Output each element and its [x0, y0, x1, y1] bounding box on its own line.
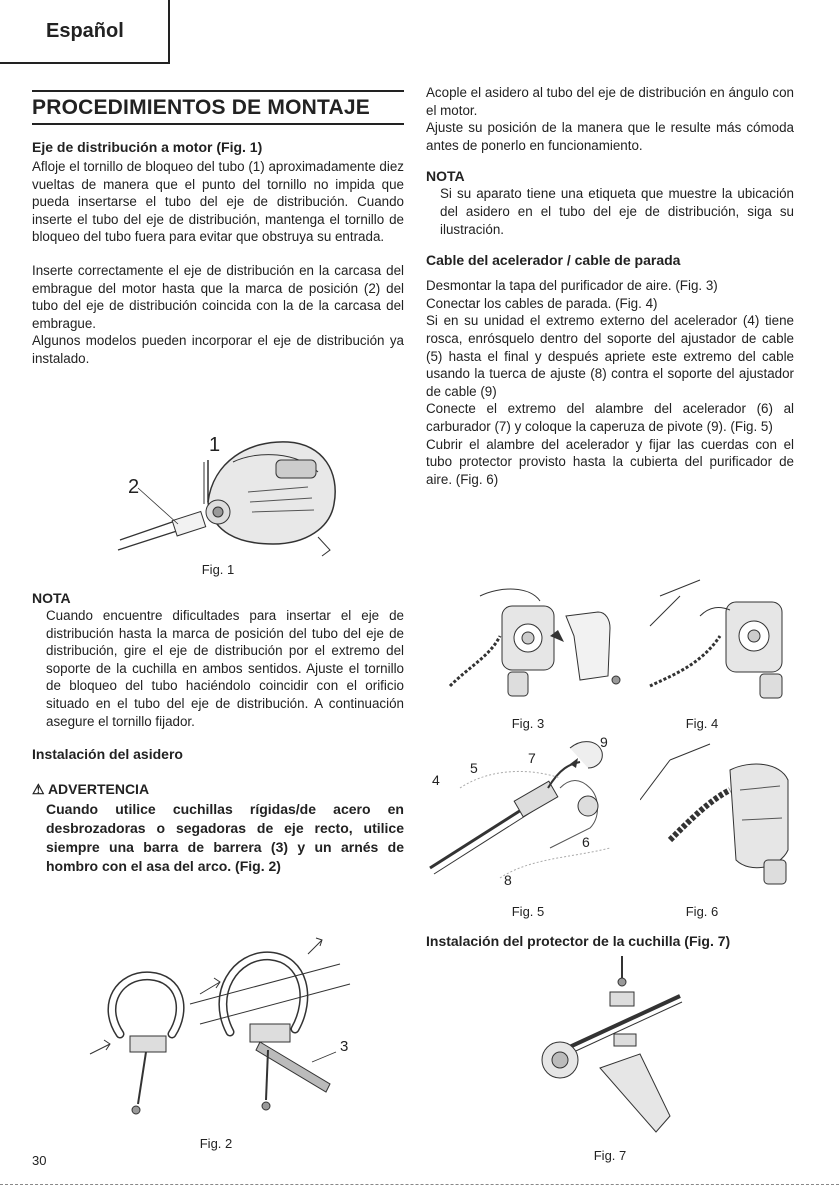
figure-2: [60, 924, 360, 1124]
paragraph: Conecte el extremo del alambre del acelerador (6) al carburador (7) y coloque la caperuza de pivote (9). (Fig. 5): [426, 401, 794, 434]
figure-4: [640, 576, 800, 706]
paragraph: Afloje el tornillo de bloqueo del tubo (1) aproximadamente diez vueltas de manera que el punto del tornillo no impida que pueda insertarse el tubo del eje de distribución. Cuando inserte el tubo del eje de distribución, mantenga el tornillo de bloqueo del tubo fuera para evitar que obstruya su entrada.: [32, 159, 404, 245]
callout-9: 9: [600, 734, 608, 750]
figure-6: [640, 740, 800, 890]
note-text: Si su aparato tiene una etiqueta que muestre la ubicación del asidero en el tubo del eje de distribución, siga su ilustración.: [440, 186, 794, 237]
callout-7: 7: [528, 750, 536, 766]
blade-guard-illustration: [530, 956, 710, 1146]
warning-label: ADVERTENCIA: [47, 781, 150, 798]
paragraph: Inserte correctamente el eje de distribución en la carcasa del embrague del motor hasta que la marca de posición (2) del tubo del eje de distribución coincida con la de la carcasa del embrague.: [32, 262, 404, 331]
callout-8: 8: [504, 872, 512, 888]
section-heading-blade-guard: Instalación del protector de la cuchilla (Fig. 7): [426, 933, 731, 949]
figure-4-caption: Fig. 4: [685, 716, 719, 731]
paragraph: Ajuste su posición de la manera que le resulte más cómoda antes de ponerlo en funcionamiento.: [426, 120, 794, 153]
engine-illustration: [108, 432, 348, 560]
language-label: Español: [46, 20, 124, 42]
note-text: Cuando encuentre dificultades para insertar el eje de distribución hasta la marca de posición del tubo del eje de distribución, gire el eje de distribución por el extremo del soporte de la cuchilla en ambos sentidos. Ajuste el tornillo de bloqueo del tubo haciéndolo coincidir con el orificio situado en el tubo del eje de distribución. A continuación asegure el tornillo fijador.: [46, 608, 404, 729]
paragraph: Desmontar la tapa del purificador de aire. (Fig. 3): [426, 278, 718, 294]
handle-illustration: [60, 924, 360, 1124]
page-number: 30: [32, 1153, 47, 1168]
callout-5: 5: [470, 760, 478, 776]
figure-6-caption: Fig. 6: [685, 904, 719, 919]
figure-5: [420, 728, 630, 898]
paragraph: Conectar los cables de parada. (Fig. 4): [426, 295, 658, 311]
callout-4: 4: [432, 772, 440, 788]
figure-3-caption: Fig. 3: [511, 716, 545, 731]
throttle-cable-illustration: [420, 728, 630, 898]
figure-1: [108, 432, 348, 560]
callout-2: 2: [128, 476, 140, 498]
language-tab: [0, 0, 170, 64]
left-column-lower: [32, 584, 404, 876]
note-heading: NOTA: [426, 168, 465, 185]
section-heading-handle: Instalación del asidero: [32, 746, 183, 763]
right-column: [426, 84, 794, 488]
page-title: PROCEDIMIENTOS DE MONTAJE: [32, 90, 404, 125]
stop-cable-illustration: [640, 576, 800, 706]
figure-7: [530, 956, 710, 1146]
figure-7-caption: Fig. 7: [593, 1148, 627, 1163]
warning-text: Cuando utilice cuchillas rígidas/de acero en desbrozadoras o segadoras de eje recto, utilice siempre una barra de barrera (3) y un arnés de hombro con el asa del arco. (Fig. 2): [46, 801, 404, 875]
page-bottom-rule: [0, 1184, 839, 1185]
air-cleaner-cover-illustration: [440, 576, 630, 706]
paragraph: Si en su unidad el extremo externo del acelerador (4) tiene rosca, enrósquelo dentro del soporte del ajustador de cable (5) hasta el final y después apriete este extremo del cable usando la tuerca de ajuste (8) contra el soporte del ajustador de cable (9): [426, 313, 794, 399]
section-heading-drive-shaft: Eje de distribución a motor (Fig. 1): [32, 139, 263, 155]
figure-3: [440, 576, 630, 706]
figure-2-caption: Fig. 2: [199, 1136, 233, 1151]
paragraph: Algunos modelos pueden incorporar el eje de distribución ya instalado.: [32, 333, 404, 366]
section-heading-throttle-cable: Cable del acelerador / cable de parada: [426, 252, 681, 269]
callout-1: 1: [209, 434, 221, 456]
warning-heading: [32, 781, 404, 798]
figure-5-caption: Fig. 5: [511, 904, 545, 919]
paragraph: Acople el asidero al tubo del eje de distribución en ángulo con el motor.: [426, 85, 794, 118]
warning-icon: ⚠: [32, 781, 45, 798]
callout-6: 6: [582, 834, 590, 850]
note-heading: NOTA: [32, 590, 71, 606]
callout-3: 3: [340, 1038, 349, 1055]
paragraph: Cubrir el alambre del acelerador y fijar las cuerdas con el tubo protector provisto hasta la cubierta del purificador de aire. (Fig. 6): [426, 436, 794, 487]
left-column: [32, 84, 404, 368]
figure-1-caption: Fig. 1: [201, 562, 235, 577]
protective-tube-illustration: [640, 740, 800, 890]
